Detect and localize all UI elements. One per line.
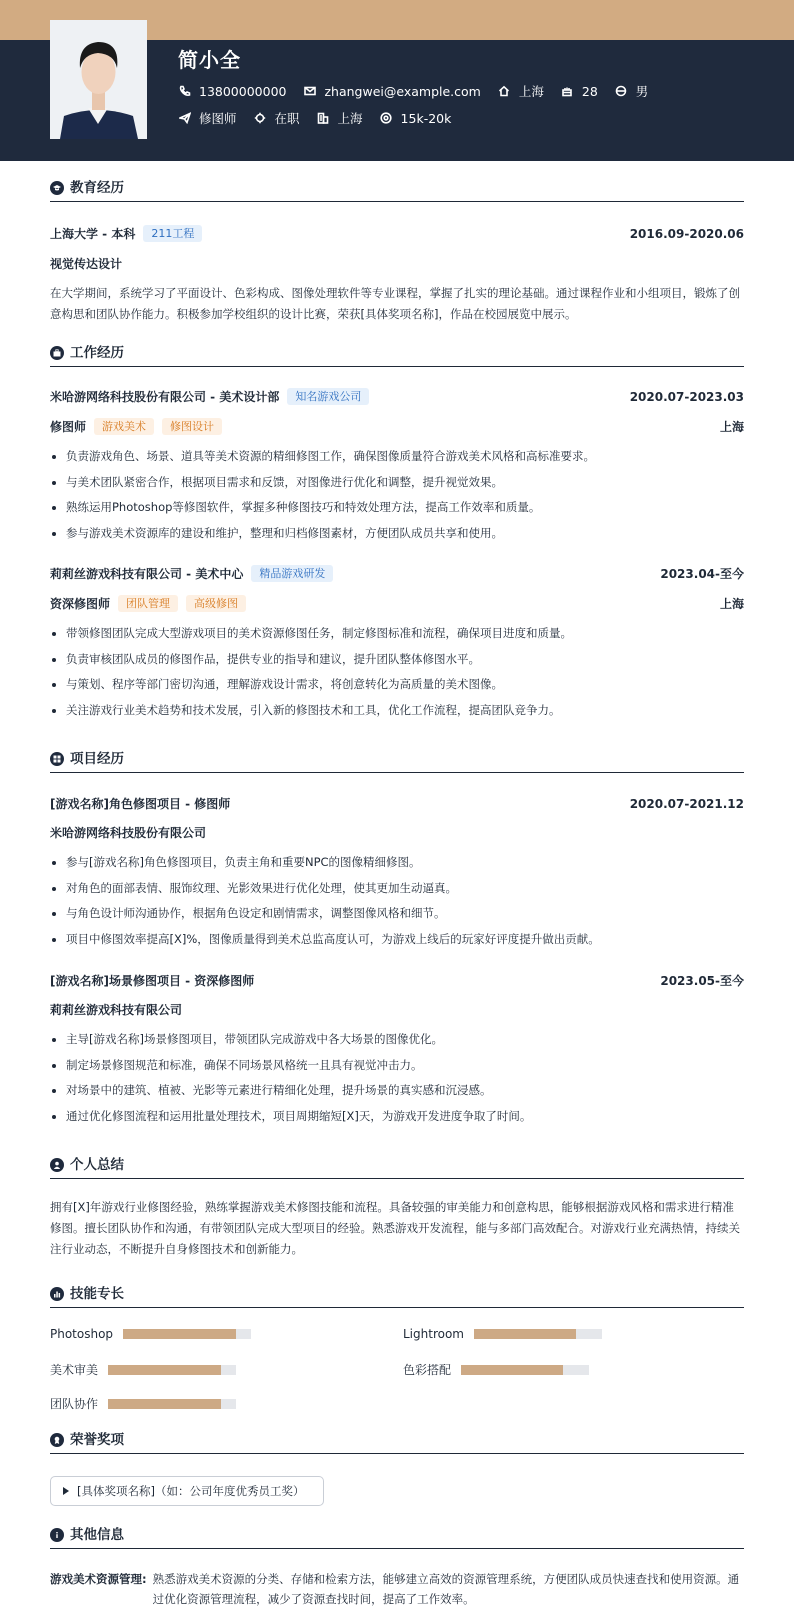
work-date: 2023.04-至今 — [660, 567, 744, 581]
skill-bar — [108, 1399, 236, 1409]
work-duties-list — [50, 621, 744, 723]
list-item: 与策划、程序等部门密切沟通，理解游戏设计需求，将创意转化为高质量的美术图像。 — [50, 672, 744, 698]
project-items-list — [50, 850, 744, 952]
skill-bar — [461, 1365, 589, 1375]
section-title: 技能专长 — [70, 1286, 124, 1302]
section-title: 荣誉奖项 — [70, 1432, 124, 1448]
project-date: 2020.07-2021.12 — [629, 796, 744, 811]
section-title: 其他信息 — [70, 1527, 124, 1543]
city-text: 上海 — [518, 84, 544, 99]
work-header — [50, 388, 744, 405]
list-item: 熟练运用Photoshop等修图软件，掌握多种修图技巧和特效处理方法，提高工作效率和质量。 — [50, 495, 744, 521]
role-tag: 游戏美术 — [94, 418, 154, 435]
skill-bar — [123, 1329, 251, 1339]
list-item: 项目中修图效率提高[X]%，图像质量得到美术总监高度认可，为游戏上线后的玩家好评度提升做出贡献。 — [50, 927, 744, 953]
home-icon — [498, 85, 511, 98]
skill-item — [403, 1361, 589, 1378]
cake-icon — [561, 85, 574, 98]
honor-item — [50, 1476, 324, 1506]
skill-name: Lightroom — [403, 1327, 464, 1341]
work-city: 上海 — [719, 420, 744, 434]
skill-bar — [108, 1365, 236, 1375]
project-company: 米哈游网络科技股份有限公司 — [50, 826, 207, 840]
email-item — [303, 84, 480, 99]
skill-fill — [474, 1329, 576, 1339]
role-tag: 修图设计 — [162, 418, 222, 435]
major: 视觉传达设计 — [50, 257, 123, 271]
job-text: 修图师 — [199, 111, 237, 126]
avatar — [50, 20, 147, 139]
contact-row — [178, 82, 665, 100]
bar-chart-icon — [50, 1287, 64, 1301]
skill-bar — [474, 1329, 602, 1339]
other-info-key: 游戏美术资源管理: — [50, 1572, 147, 1586]
skill-name: Photoshop — [50, 1327, 114, 1341]
gender-text: 男 — [635, 84, 649, 99]
project-name: [游戏名称]角色修图项目 - 修图师 — [50, 797, 231, 811]
work-role-row — [50, 418, 744, 435]
award-icon — [50, 1433, 64, 1447]
work-date: 2020.07-2023.03 — [629, 389, 744, 404]
candidate-name: 简小全 — [178, 48, 241, 72]
grid-icon — [50, 752, 64, 766]
section-title: 工作经历 — [70, 345, 124, 361]
city-item — [498, 82, 544, 100]
status-item — [254, 109, 300, 127]
project-items-list — [50, 1027, 744, 1129]
avatar-portrait-icon — [50, 20, 147, 139]
list-item: 制定场景修图规范和标准，确保不同场景风格统一且具有视觉冲击力。 — [50, 1053, 744, 1079]
list-item: 与美术团队紧密合作，根据项目需求和反馈，对图像进行优化和调整，提升视觉效果。 — [50, 470, 744, 496]
company-tag: 精品游戏研发 — [251, 565, 333, 582]
skill-fill — [108, 1399, 221, 1409]
list-item: 负责审核团队成员的修图作品，提供专业的指导和建议，提升团队整体修图水平。 — [50, 647, 744, 673]
list-item: 对场景中的建筑、植被、光影等元素进行精细化处理，提升场景的真实感和沉浸感。 — [50, 1078, 744, 1104]
list-item: 关注游戏行业美术趋势和技术发展，引入新的修图技术和工具，优化工作流程，提高团队竞争力。 — [50, 698, 744, 724]
target-city-item — [317, 109, 363, 127]
job-row — [178, 109, 468, 127]
school-tag: 211工程 — [143, 225, 202, 242]
coin-icon — [380, 112, 393, 125]
school-name: 上海大学 - 本科 — [50, 227, 136, 241]
age-item — [561, 84, 598, 99]
list-item: 负责游戏角色、场景、道具等美术资源的精细修图工作，确保图像质量符合游戏美术风格和高标准要求。 — [50, 444, 744, 470]
section-project — [50, 751, 744, 773]
list-item: 带领修图团队完成大型游戏项目的美术资源修图任务，制定修图标准和流程，确保项目进度和质量。 — [50, 621, 744, 647]
skill-fill — [123, 1329, 236, 1339]
other-info-value: 熟悉游戏美术资源的分类、存储和检索方法，能够建立高效的资源管理系统，方便团队成员快速查找和使用资源。通过优化资源管理流程，减少了资源查找时间，提高了工作效率。 — [152, 1572, 740, 1606]
role-tag: 高级修图 — [186, 595, 246, 612]
job-item — [178, 109, 237, 127]
project-company: 莉莉丝游戏科技有限公司 — [50, 1003, 183, 1017]
section-title: 项目经历 — [70, 751, 124, 767]
project-date: 2023.05-至今 — [660, 974, 744, 988]
status-icon — [254, 112, 267, 125]
briefcase-icon — [50, 346, 64, 360]
salary-item — [380, 111, 452, 126]
work-header — [50, 565, 744, 582]
list-item: 参与游戏美术资源库的建设和维护，整理和归档修图素材，方便团队成员共享和使用。 — [50, 521, 744, 547]
age-text: 28 — [581, 83, 598, 99]
role-name: 资深修图师 — [50, 597, 111, 611]
education-header — [50, 225, 744, 242]
section-title: 教育经历 — [70, 180, 124, 196]
salary-text: 15k-20k — [400, 110, 452, 126]
skill-item — [403, 1327, 602, 1341]
phone-item — [178, 84, 286, 99]
section-title: 个人总结 — [70, 1157, 124, 1173]
role-tag: 团队管理 — [118, 595, 178, 612]
company-name: 莉莉丝游戏科技有限公司 - 美术中心 — [50, 567, 244, 581]
status-text: 在职 — [274, 111, 300, 126]
section-education — [50, 180, 744, 202]
section-work — [50, 345, 744, 367]
project-name: [游戏名称]场景修图项目 - 资深修图师 — [50, 974, 255, 988]
skill-name: 美术审美 — [50, 1363, 99, 1377]
phone-icon — [178, 85, 191, 98]
skill-item — [50, 1361, 236, 1378]
paper-plane-icon — [178, 112, 191, 125]
work-duties-list — [50, 444, 744, 546]
education-date: 2016.09-2020.06 — [629, 226, 744, 241]
graduation-cap-icon — [50, 181, 64, 195]
skill-fill — [108, 1365, 221, 1375]
list-item: 与角色设计师沟通协作，根据角色设定和剧情需求，调整图像风格和细节。 — [50, 901, 744, 927]
list-item: 通过优化修图流程和运用批量处理技术，项目周期缩短[X]天，为游戏开发进度争取了时间。 — [50, 1104, 744, 1130]
work-city: 上海 — [719, 597, 744, 611]
section-skills — [50, 1286, 744, 1308]
user-icon — [50, 1158, 64, 1172]
honor-text: [具体奖项名称]（如：公司年度优秀员工奖） — [77, 1484, 305, 1498]
phone-text: 13800000000 — [199, 83, 287, 99]
other-info-item — [50, 1569, 744, 1609]
education-description: 在大学期间，系统学习了平面设计、色彩构成、图像处理软件等专业课程，掌握了扎实的理论基础。通过课程作业和小组项目，锻炼了创意构思和团队协作能力。积极参加学校组织的设计比赛，荣获[具体奖项名称]，作品在校园展览中展示。 — [50, 286, 740, 321]
gender-icon — [615, 85, 628, 98]
skill-item — [50, 1327, 251, 1341]
section-honors — [50, 1432, 744, 1454]
list-item: 对角色的面部表情、服饰纹理、光影效果进行优化处理，使其更加生动逼真。 — [50, 876, 744, 902]
skill-fill — [461, 1365, 563, 1375]
project-header — [50, 972, 744, 989]
skill-item — [50, 1395, 236, 1412]
email-text: zhangwei@example.com — [324, 83, 481, 99]
company-tag: 知名游戏公司 — [287, 388, 369, 405]
building-icon — [317, 112, 330, 125]
role-name: 修图师 — [50, 420, 87, 434]
list-item: 参与[游戏名称]角色修图项目，负责主角和重要NPC的图像精细修图。 — [50, 850, 744, 876]
target-city-text: 上海 — [337, 111, 363, 126]
list-item: 主导[游戏名称]场景修图项目，带领团队完成游戏中各大场景的图像优化。 — [50, 1027, 744, 1053]
mail-icon — [303, 85, 316, 98]
section-other — [50, 1527, 744, 1549]
work-role-row — [50, 595, 744, 612]
play-triangle-icon — [63, 1487, 69, 1495]
info-icon — [50, 1528, 64, 1542]
summary-text: 拥有[X]年游戏行业修图经验，熟练掌握游戏美术修图技能和流程。具备较强的审美能力和创意构思，能够根据游戏风格和需求进行精准修图。擅长团队协作和沟通，有带领团队完成大型项目的经验。熟悉游戏开发流程，能与多部门高效配合。对游戏行业充满热情，持续关注行业动态，不断提升自身修图技术和创新能力。 — [50, 1200, 740, 1256]
gender-item — [615, 82, 649, 100]
company-name: 米哈游网络科技股份有限公司 - 美术设计部 — [50, 390, 280, 404]
section-summary — [50, 1157, 744, 1179]
project-header — [50, 795, 744, 812]
skill-name: 色彩搭配 — [403, 1363, 452, 1377]
skill-name: 团队协作 — [50, 1397, 99, 1411]
